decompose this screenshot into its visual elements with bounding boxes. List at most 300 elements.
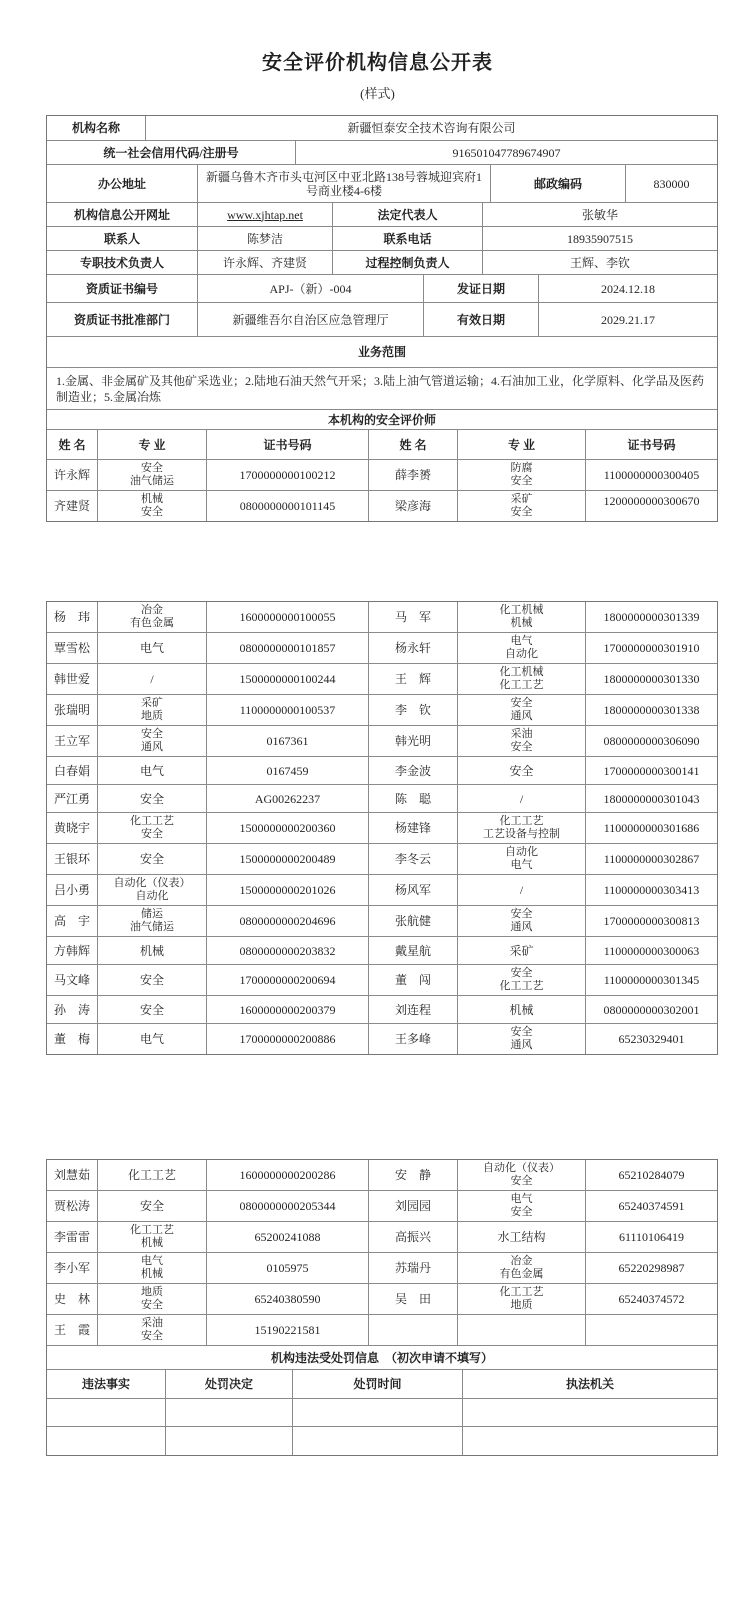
address-row (47, 165, 717, 203)
evaluator-major-cell (98, 875, 207, 905)
scope-header-row (47, 337, 717, 368)
evaluator-major-cell (458, 460, 586, 490)
penalty-empty-cell (47, 1399, 166, 1426)
major-line: 化工机械 (499, 604, 544, 616)
evaluator-cert-cell: 65240380590 (207, 1284, 369, 1314)
major-line: 安全 (510, 1206, 533, 1218)
penalty-empty-cell (166, 1427, 293, 1455)
evaluator-row (47, 937, 717, 965)
evaluator-major-cell (458, 1222, 586, 1252)
evaluators-rows-page2 (47, 602, 717, 1054)
org-info-table (46, 115, 718, 522)
evaluator-name-cell: 杨风军 (369, 875, 458, 905)
evaluator-major-cell (458, 844, 586, 874)
major-line: 安全 (141, 462, 163, 474)
evaluator-name-cell: 韩光明 (369, 726, 458, 756)
major-line: 采油 (510, 728, 533, 740)
evaluator-major-cell (458, 996, 586, 1023)
col-header-name-2: 姓 名 (369, 430, 458, 459)
evaluator-major-cell (98, 664, 207, 694)
evaluators-header-row (47, 430, 717, 460)
major-line: 储运 (141, 908, 163, 920)
penalty-header-row (47, 1370, 717, 1399)
penalty-col-time: 处罚时间 (293, 1370, 463, 1398)
penalty-col-decision: 处罚决定 (166, 1370, 293, 1398)
evaluator-cert-cell: 65230329401 (618, 1032, 685, 1046)
penalty-empty-rows (47, 1399, 717, 1455)
evaluator-cert-cell: 1100000000303413 (603, 883, 700, 897)
website-row (47, 203, 717, 227)
org-name-row (47, 116, 717, 141)
cert-no-row (47, 275, 717, 303)
evaluator-name-cell: 王银环 (47, 844, 98, 874)
evaluator-major-cell (98, 1191, 207, 1221)
evaluator-major-cell (98, 844, 207, 874)
evaluator-major-cell (458, 813, 586, 843)
evaluator-major-cell (458, 785, 586, 812)
major-line: 自动化 (505, 648, 538, 660)
evaluator-name-cell: 杨 玮 (47, 602, 98, 632)
major-line: 机械 (141, 1237, 163, 1249)
evaluator-cert-cell: 0167361 (207, 726, 369, 756)
evaluator-cert-cell: 1100000000301345 (603, 973, 700, 987)
major-line: 电气 (141, 1255, 163, 1267)
evaluator-cert-cell: 1700000000300813 (603, 914, 700, 928)
major-line: 电气 (510, 1193, 533, 1205)
credit-code-label: 统一社会信用代码/注册号 (47, 141, 296, 164)
evaluator-cert-cell: 1500000000200489 (207, 844, 369, 874)
scope-text-row (47, 368, 717, 410)
major-line: 自动化（仪表） (483, 1162, 560, 1174)
evaluator-cert-cell: 0800000000205344 (207, 1191, 369, 1221)
evaluator-name-cell: 严江勇 (47, 785, 98, 812)
evaluator-row (47, 906, 717, 937)
evaluator-cert-cell: AG00262237 (207, 785, 369, 812)
evaluator-major-cell (458, 757, 586, 784)
evaluator-name-cell: 高振兴 (369, 1222, 458, 1252)
evaluator-major-cell (98, 1024, 207, 1054)
address-value: 新疆乌鲁木齐市头屯河区中亚北路138号蓉城迎宾府1号商业楼4-6楼 (198, 165, 491, 202)
col-header-major-1: 专 业 (98, 430, 207, 459)
evaluator-name-cell: 史 林 (47, 1284, 98, 1314)
valid-date-label: 有效日期 (424, 303, 539, 336)
evaluator-cert-cell: 1600000000200379 (207, 996, 369, 1023)
evaluator-major-cell (98, 757, 207, 784)
major-line: 安全 (141, 506, 163, 518)
evaluator-cert-cell: 0800000000204696 (207, 906, 369, 936)
contact-value: 陈梦洁 (198, 227, 333, 250)
evaluator-major-cell (98, 726, 207, 756)
evaluator-major-cell (458, 1191, 586, 1221)
evaluator-row (47, 965, 717, 996)
evaluator-row (47, 695, 717, 726)
evaluator-major-cell (98, 785, 207, 812)
approve-dept-row (47, 303, 717, 337)
evaluator-cert-cell: 1800000000301043 (603, 791, 700, 806)
major-line: 机械 (509, 1002, 534, 1017)
evaluator-major-cell (458, 1160, 586, 1190)
major-line: 地质 (141, 1286, 163, 1298)
evaluator-major-cell (458, 633, 586, 663)
col-header-cert-1: 证书号码 (207, 430, 369, 459)
evaluator-row (47, 785, 717, 813)
major-line: 电气 (139, 641, 164, 655)
page-title: 安全评价机构信息公开表 (262, 52, 493, 74)
process-lead-label: 过程控制负责人 (333, 251, 483, 274)
evaluator-major-cell (458, 664, 586, 694)
evaluator-name-cell: 张瑞明 (47, 695, 98, 725)
evaluator-major-cell (458, 937, 586, 964)
evaluator-cert-cell: 1100000000302867 (603, 852, 700, 866)
major-line: / (519, 791, 524, 806)
evaluator-cert-cell: 0167459 (207, 757, 369, 784)
major-line: 电气 (139, 1032, 164, 1046)
evaluators-section-title: 本机构的安全评价师 (327, 412, 436, 427)
major-line: 采矿 (509, 943, 534, 958)
evaluator-cert-cell: 65240374572 (618, 1292, 685, 1306)
major-line: 机械 (510, 617, 533, 629)
major-line: 有色金属 (499, 1268, 544, 1280)
page-subtitle: (样式) (360, 86, 395, 101)
major-line: 化工工艺 (130, 1224, 174, 1236)
evaluator-name-cell: 许永辉 (47, 460, 98, 490)
process-lead-value: 王辉、李钦 (569, 255, 630, 270)
major-line: 安全 (510, 908, 533, 920)
evaluator-row (47, 460, 717, 491)
evaluator-cert-cell: 1700000000100212 (207, 460, 369, 490)
evaluator-cert-cell: 65240374591 (618, 1199, 685, 1213)
penalty-empty-cell (463, 1427, 717, 1455)
evaluator-name-cell: 韩世爱 (47, 664, 98, 694)
evaluator-name-cell: 张航健 (369, 906, 458, 936)
major-line: 油气储运 (130, 475, 174, 487)
evaluator-cert-cell: 0800000000302001 (603, 1002, 700, 1017)
major-line: 安全 (139, 791, 164, 806)
evaluator-row (47, 1191, 717, 1222)
major-line: 采矿 (141, 697, 163, 709)
major-line: 安全 (510, 741, 533, 753)
evaluators-table-page2 (46, 601, 718, 1055)
major-line: 采油 (141, 1317, 163, 1329)
evaluator-cert-cell: 1700000000300141 (603, 763, 700, 778)
contact-label: 联系人 (47, 227, 198, 250)
evaluator-name-cell: 刘园园 (369, 1191, 458, 1221)
evaluator-major-cell (458, 965, 586, 995)
evaluator-name-cell: 方韩辉 (47, 937, 98, 964)
evaluator-row (47, 875, 717, 906)
penalty-empty-cell (293, 1427, 463, 1455)
penalty-col-agency: 执法机关 (565, 1377, 614, 1391)
evaluator-major-cell (458, 726, 586, 756)
col-header-name-1: 姓 名 (47, 430, 98, 459)
evaluator-row (47, 726, 717, 757)
cert-no-label: 资质证书编号 (47, 275, 198, 302)
evaluator-cert-cell: 1800000000301339 (603, 610, 700, 624)
major-line: 油气储运 (130, 921, 174, 933)
major-line: 通风 (510, 710, 533, 722)
evaluator-name-cell: 安 静 (369, 1160, 458, 1190)
major-line: 安全 (510, 506, 533, 518)
major-line: 电气 (510, 635, 533, 647)
major-line: 安全 (141, 1299, 163, 1311)
major-line: 冶金 (141, 604, 163, 616)
evaluator-cert-cell: 1600000000200286 (207, 1160, 369, 1190)
evaluator-name-cell: 董 梅 (47, 1024, 98, 1054)
postcode-value: 830000 (653, 176, 690, 191)
evaluator-row (47, 1024, 717, 1054)
evaluator-row (47, 633, 717, 664)
major-line: / (150, 672, 154, 686)
evaluator-major-cell (98, 1160, 207, 1190)
website-label: 机构信息公开网址 (47, 203, 198, 226)
issue-date-label: 发证日期 (424, 275, 539, 302)
evaluator-name-cell: 马文峰 (47, 965, 98, 995)
evaluator-cert-cell: 1700000000200694 (207, 965, 369, 995)
evaluator-cert-cell: 1700000000200886 (207, 1024, 369, 1054)
evaluator-cert-cell: 1800000000301330 (603, 672, 700, 686)
evaluator-cert-cell: 1700000000301910 (603, 641, 700, 655)
evaluator-name-cell: 李小军 (47, 1253, 98, 1283)
evaluator-name-cell: 李金波 (369, 757, 458, 784)
evaluator-major-cell (98, 602, 207, 632)
approve-dept-value: 新疆维吾尔自治区应急管理厅 (198, 303, 424, 336)
evaluator-major-cell (98, 1315, 207, 1345)
scope-header: 业务范围 (357, 345, 406, 359)
major-line: 水工结构 (497, 1230, 546, 1244)
major-line: 自动化（仪表） (113, 877, 191, 889)
evaluator-row (47, 1222, 717, 1253)
penalty-title-row (47, 1346, 717, 1370)
evaluator-cert-cell: 0800000000101857 (207, 633, 369, 663)
scope-text: 1.金属、非金属矿及其他矿采选业；2.陆地石油天然气开采；3.陆上油气管道运输；4.石油加工业，化学原料、化学品及医药制造业；5.金属冶炼 (56, 373, 705, 404)
major-line: 化工工艺 (499, 815, 544, 827)
evaluator-row (47, 1284, 717, 1315)
tech-lead-value: 许永辉、齐建贤 (198, 251, 333, 274)
evaluator-cert-cell: 61110106419 (618, 1230, 685, 1244)
major-line: 化工工艺 (127, 1168, 176, 1182)
col-header-cert-2: 证书号码 (627, 437, 676, 452)
evaluator-name-cell: 孙 涛 (47, 996, 98, 1023)
penalty-title: 机构违法受处罚信息 （初次申请不填写） (270, 1350, 493, 1365)
evaluator-cert-cell: 0800000000101145 (207, 491, 369, 521)
major-line: 安全 (139, 973, 164, 987)
evaluator-name-cell: 杨永轩 (369, 633, 458, 663)
major-line: 采矿 (510, 493, 533, 505)
major-line: 有色金属 (130, 617, 174, 629)
evaluator-cert-cell: 1800000000301338 (603, 703, 700, 717)
major-line: 机械 (141, 1268, 163, 1280)
evaluator-cert-cell: 0105975 (207, 1253, 369, 1283)
major-line: 安全 (510, 475, 533, 487)
issue-date-value: 2024.12.18 (601, 281, 655, 296)
evaluator-major-cell (98, 996, 207, 1023)
org-name-value: 新疆恒泰安全技术咨询有限公司 (347, 121, 516, 135)
major-line: 安全 (509, 763, 534, 778)
org-name-label: 机构名称 (47, 116, 146, 140)
evaluator-name-cell: 薛李赟 (369, 460, 458, 490)
evaluator-cert-cell: 1500000000100244 (207, 664, 369, 694)
website-cell (198, 203, 333, 226)
major-line: 安全 (141, 828, 163, 840)
evaluator-cert-cell (586, 1315, 717, 1345)
phone-value: 18935907515 (567, 231, 633, 246)
evaluator-name-cell: 马 军 (369, 602, 458, 632)
evaluator-major-cell (98, 1222, 207, 1252)
major-line: 化工工艺 (499, 1286, 544, 1298)
evaluator-name-cell: 梁彦海 (369, 491, 458, 521)
evaluator-name-cell: 苏瑞丹 (369, 1253, 458, 1283)
evaluator-cert-cell: 1500000000200360 (207, 813, 369, 843)
evaluator-major-cell (98, 1253, 207, 1283)
major-line: / (519, 883, 524, 897)
evaluator-row (47, 813, 717, 844)
major-line: 安全 (139, 1199, 164, 1213)
evaluator-cert-cell: 1200000000300670 (603, 494, 700, 508)
major-line: 安全 (510, 967, 533, 979)
major-line: 化工工艺 (499, 679, 544, 691)
major-line: 通风 (510, 921, 533, 933)
evaluator-name-cell: 王立军 (47, 726, 98, 756)
evaluator-cert-cell: 15190221581 (207, 1315, 369, 1345)
major-line: 自动化 (505, 846, 538, 858)
evaluator-row (47, 491, 717, 521)
major-line: 冶金 (510, 1255, 533, 1267)
major-line: 安全 (510, 1026, 533, 1038)
evaluator-name-cell: 高 宇 (47, 906, 98, 936)
evaluators-rows-page1 (47, 460, 717, 521)
major-line: 安全 (510, 697, 533, 709)
major-line: 安全 (139, 852, 164, 866)
evaluator-cert-cell: 65200241088 (207, 1222, 369, 1252)
major-line: 安全 (141, 1330, 163, 1342)
evaluator-name-cell: 刘慧茹 (47, 1160, 98, 1190)
evaluator-major-cell (98, 491, 207, 521)
approve-dept-label: 资质证书批准部门 (47, 303, 198, 336)
contact-row (47, 227, 717, 251)
penalty-empty-cell (47, 1427, 166, 1455)
major-line: 电气 (139, 763, 164, 778)
evaluator-major-cell (98, 813, 207, 843)
evaluator-row (47, 1253, 717, 1284)
evaluator-name-cell: 李雷雷 (47, 1222, 98, 1252)
major-line: 通风 (510, 1039, 533, 1051)
evaluator-cert-cell: 1100000000300063 (603, 943, 700, 958)
major-line: 电气 (510, 859, 533, 871)
evaluator-name-cell: 李 钦 (369, 695, 458, 725)
evaluator-name-cell: 贾松涛 (47, 1191, 98, 1221)
evaluator-name-cell: 董 闯 (369, 965, 458, 995)
evaluator-name-cell: 戴星航 (369, 937, 458, 964)
evaluator-row (47, 602, 717, 633)
evaluator-row (47, 664, 717, 695)
evaluator-major-cell (458, 1024, 586, 1054)
evaluator-name-cell: 王 辉 (369, 664, 458, 694)
col-header-major-2: 专 业 (458, 430, 586, 459)
evaluator-name-cell (369, 1315, 458, 1345)
penalty-empty-row (47, 1427, 717, 1455)
major-line: 安全 (510, 1175, 533, 1187)
evaluators-section-title-row (47, 410, 717, 430)
major-line: 化工工艺 (130, 815, 174, 827)
evaluator-name-cell: 陈 聪 (369, 785, 458, 812)
evaluator-row (47, 1315, 717, 1346)
evaluator-name-cell: 覃雪松 (47, 633, 98, 663)
evaluator-name-cell: 齐建贤 (47, 491, 98, 521)
evaluator-name-cell: 李冬云 (369, 844, 458, 874)
website-link[interactable]: www.xjhtap.net (227, 207, 303, 222)
evaluator-major-cell (98, 965, 207, 995)
legal-rep-label: 法定代表人 (333, 203, 483, 226)
evaluator-row (47, 844, 717, 875)
evaluator-cert-cell: 1100000000100537 (207, 695, 369, 725)
valid-date-value: 2029.21.17 (601, 312, 655, 327)
major-line: 防腐 (510, 462, 533, 474)
penalty-empty-cell (166, 1399, 293, 1426)
evaluator-major-cell (98, 906, 207, 936)
evaluator-major-cell (458, 1284, 586, 1314)
evaluator-major-cell (98, 937, 207, 964)
legal-rep-value: 张敏华 (581, 207, 618, 222)
evaluator-name-cell: 王 霞 (47, 1315, 98, 1345)
evaluator-name-cell: 吴 田 (369, 1284, 458, 1314)
evaluator-name-cell: 吕小勇 (47, 875, 98, 905)
evaluator-major-cell (458, 875, 586, 905)
evaluator-major-cell (458, 1315, 586, 1345)
evaluator-cert-cell: 1500000000201026 (207, 875, 369, 905)
major-line: 自动化 (135, 890, 169, 902)
evaluator-major-cell (458, 602, 586, 632)
evaluator-cert-cell: 65220298987 (618, 1261, 685, 1275)
evaluator-cert-cell: 0800000000306090 (603, 734, 700, 748)
major-line: 地质 (141, 710, 163, 722)
evaluators-table-page3 (46, 1159, 718, 1456)
evaluator-major-cell (458, 906, 586, 936)
evaluator-major-cell (98, 633, 207, 663)
evaluator-name-cell: 王多峰 (369, 1024, 458, 1054)
page-break-spacer (0, 522, 755, 601)
page-break-spacer (0, 1055, 755, 1159)
evaluator-major-cell (98, 1284, 207, 1314)
evaluator-major-cell (98, 460, 207, 490)
evaluator-name-cell: 杨建锋 (369, 813, 458, 843)
evaluator-cert-cell: 1100000000300405 (603, 468, 700, 482)
major-line: 地质 (510, 1299, 533, 1311)
evaluator-cert-cell: 1100000000301686 (603, 821, 700, 835)
major-line: 安全 (141, 728, 163, 740)
evaluator-name-cell: 黄晓宇 (47, 813, 98, 843)
phone-label: 联系电话 (333, 227, 483, 250)
penalty-empty-row (47, 1399, 717, 1427)
penalty-empty-cell (293, 1399, 463, 1426)
major-line: 工艺设备与控制 (483, 828, 560, 840)
evaluator-name-cell: 白春娟 (47, 757, 98, 784)
evaluator-cert-cell: 65210284079 (618, 1168, 685, 1182)
evaluator-major-cell (458, 491, 586, 521)
evaluator-major-cell (458, 1253, 586, 1283)
penalty-empty-cell (463, 1399, 717, 1426)
major-line: 机械 (141, 493, 163, 505)
major-line: 通风 (141, 741, 163, 753)
credit-code-value: 916501047789674907 (452, 145, 561, 160)
penalty-col-fact: 违法事实 (47, 1370, 166, 1398)
credit-code-row (47, 141, 717, 165)
address-label: 办公地址 (47, 165, 198, 202)
evaluator-row (47, 1160, 717, 1191)
postcode-label: 邮政编码 (491, 165, 626, 202)
major-line: 化工机械 (499, 666, 544, 678)
major-line: 化工工艺 (499, 980, 544, 992)
evaluator-cert-cell: 0800000000203832 (207, 937, 369, 964)
